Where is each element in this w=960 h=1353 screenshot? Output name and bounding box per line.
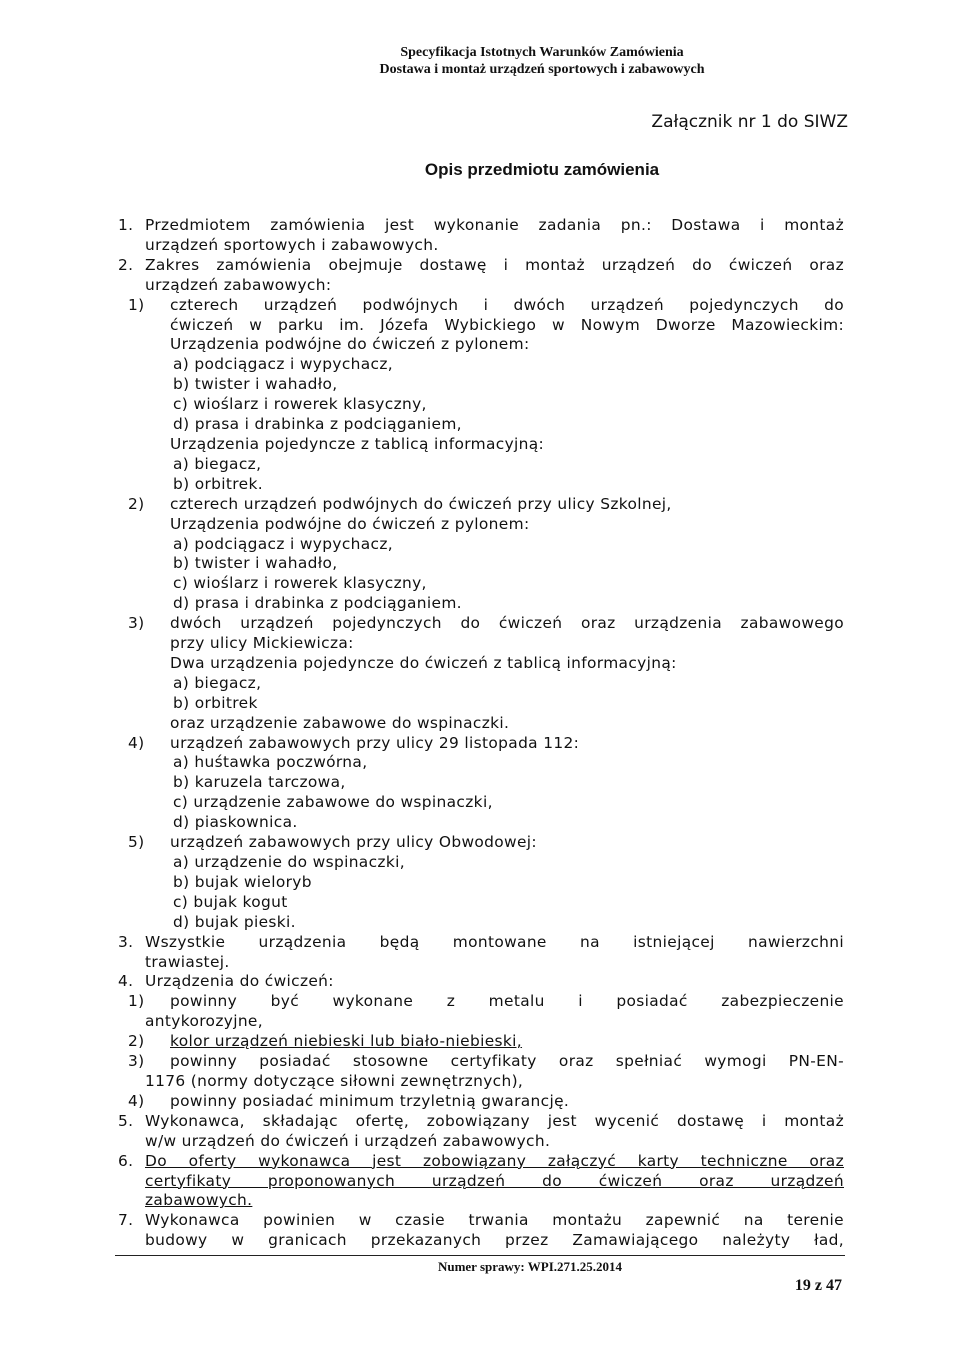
text-line xyxy=(118,535,844,555)
text-line xyxy=(118,435,844,455)
text-line xyxy=(118,734,844,754)
text-line xyxy=(118,236,844,256)
item-number: 4. xyxy=(118,972,134,991)
subitem-number: 4) xyxy=(128,1091,145,1110)
line-text: d) bujak pieski. xyxy=(173,912,296,931)
line-text: oraz urządzenie zabawowe do wspinaczki. xyxy=(170,713,510,732)
text-line xyxy=(118,1072,844,1092)
item-number: 2. xyxy=(118,255,134,274)
line-text: b) twister i wahadło, xyxy=(173,375,338,394)
document-header xyxy=(0,44,960,78)
line-text: Urządzenia pojedyncze z tablicą informacyjną: xyxy=(170,434,545,453)
text-line xyxy=(118,953,844,973)
line-text: c) wioślarz i rowerek klasyczny, xyxy=(173,574,427,593)
subitem-number: 3) xyxy=(128,614,145,633)
line-text: certyfikaty proponowanych urządzeń do ćwiczeń oraz urządzeń xyxy=(145,1171,844,1190)
text-line xyxy=(118,1052,844,1072)
line-text: d) prasa i drabinka z podciąganiem. xyxy=(173,594,462,613)
text-line xyxy=(118,375,844,395)
text-line xyxy=(118,1172,844,1192)
line-text: a) podciągacz i wypychacz, xyxy=(173,355,394,374)
line-text: b) bujak wieloryb xyxy=(173,872,312,891)
line-text: b) karuzela tarczowa, xyxy=(173,773,346,792)
line-text: a) biegacz, xyxy=(173,673,262,692)
page-number: 19 z 47 xyxy=(794,1277,842,1294)
line-text: c) wioślarz i rowerek klasyczny, xyxy=(173,395,427,414)
text-line xyxy=(118,1211,844,1231)
line-text: dwóch urządzeń pojedynczych do ćwiczeń oraz urządzenia zabawowego xyxy=(170,614,844,633)
text-line xyxy=(118,296,844,316)
text-line xyxy=(118,674,844,694)
header-line-1: Specyfikacja Istotnych Warunków Zamówienia xyxy=(400,45,684,60)
text-line xyxy=(118,1231,844,1251)
line-text: czterech urządzeń podwójnych do ćwiczeń przy ulicy Szkolnej, xyxy=(170,494,672,513)
case-number: Numer sprawy: WPI.271.25.2014 xyxy=(437,1259,623,1274)
attachment-label: Załącznik nr 1 do SIWZ xyxy=(651,112,848,132)
text-line xyxy=(118,654,844,674)
subitem-number: 2) xyxy=(128,494,145,513)
line-text: Urządzenia podwójne do ćwiczeń z pylonem: xyxy=(170,514,530,533)
text-line xyxy=(118,992,844,1012)
text-line xyxy=(118,1191,844,1211)
item-number: 1. xyxy=(118,216,134,234)
line-text: urządzeń sportowych i zabawowych. xyxy=(145,235,439,254)
text-line xyxy=(118,455,844,475)
subitem-number: 1) xyxy=(128,992,145,1011)
subitem-number: 2) xyxy=(128,1032,145,1051)
text-line xyxy=(118,913,844,933)
text-line xyxy=(118,893,844,913)
subitem-number: 3) xyxy=(128,1052,145,1071)
text-line xyxy=(118,1012,844,1032)
line-text: trawiastej. xyxy=(145,952,230,971)
item-number: 6. xyxy=(118,1151,134,1170)
text-line xyxy=(118,1092,844,1112)
text-line xyxy=(118,594,844,614)
line-text: Do oferty wykonawca jest zobowiązany załączyć karty techniczne oraz xyxy=(145,1151,844,1170)
line-text: ćwiczeń w parku im. Józefa Wybickiego w Nowym Dworze Mazowieckim: xyxy=(170,315,844,334)
line-text: powinny posiadać stosowne certyfikaty oraz spełniać wymogi PN-EN- xyxy=(170,1052,844,1071)
text-line xyxy=(118,634,844,654)
text-line xyxy=(118,793,844,813)
subitem-number: 4) xyxy=(128,733,145,752)
text-line xyxy=(118,1032,844,1052)
text-line xyxy=(118,714,844,734)
text-line xyxy=(118,873,844,893)
line-text: powinny posiadać minimum trzyletnią gwarancję. xyxy=(170,1091,570,1110)
footer-divider xyxy=(115,1255,845,1256)
text-line xyxy=(118,256,844,276)
text-line xyxy=(118,475,844,495)
line-text: a) urządzenie do wspinaczki, xyxy=(173,853,405,871)
text-line xyxy=(118,554,844,574)
document-body xyxy=(118,216,844,1251)
line-text: urządzeń zabawowych przy ulicy 29 listopada 112: xyxy=(170,733,580,752)
line-text: a) biegacz, xyxy=(173,454,262,473)
line-text: czterech urządzeń podwójnych i dwóch urządzeń pojedynczych do xyxy=(170,295,844,314)
text-line xyxy=(118,515,844,535)
line-text: Wykonawca powinien w czasie trwania montażu zapewnić na terenie xyxy=(145,1211,844,1230)
line-text: urządzeń zabawowych: xyxy=(145,275,332,294)
text-line xyxy=(118,1132,844,1152)
text-line xyxy=(118,415,844,435)
text-line xyxy=(118,753,844,773)
line-text: w/w urządzeń do ćwiczeń i urządzeń zabawowych. xyxy=(145,1131,551,1150)
line-text: Przedmiotem zamówienia jest wykonanie zadania pn.: Dostawa i montaż xyxy=(145,216,844,234)
line-text: antykorozyjne, xyxy=(145,1012,263,1031)
text-line xyxy=(118,853,844,873)
text-line xyxy=(118,813,844,833)
text-line xyxy=(118,1152,844,1172)
line-text: a) huśtawka poczwórna, xyxy=(173,753,368,772)
line-text: Urządzenia podwójne do ćwiczeń z pylonem: xyxy=(170,335,530,354)
item-number: 5. xyxy=(118,1111,134,1130)
text-line xyxy=(118,933,844,953)
line-text: c) urządzenie zabawowe do wspinaczki, xyxy=(173,793,493,812)
text-line xyxy=(118,335,844,355)
line-text: powinny być wykonane z metalu i posiadać zabezpieczenie xyxy=(170,992,844,1011)
text-line xyxy=(118,694,844,714)
line-text: d) piaskownica. xyxy=(173,813,298,832)
subitem-number: 5) xyxy=(128,833,145,852)
text-line xyxy=(118,495,844,515)
item-number: 7. xyxy=(118,1211,134,1230)
text-line xyxy=(118,1112,844,1132)
line-text: kolor urządzeń niebieski lub biało-niebieski, xyxy=(170,1032,523,1051)
line-text: 1176 (normy dotyczące siłowni zewnętrznych), xyxy=(145,1071,524,1090)
line-text: b) twister i wahadło, xyxy=(173,554,338,573)
text-line xyxy=(118,614,844,634)
line-text: budowy w granicach przekazanych przez Zamawiającego należyty ład, xyxy=(145,1231,844,1250)
subitem-number: 1) xyxy=(128,295,145,314)
text-line xyxy=(118,574,844,594)
text-line xyxy=(118,216,844,236)
line-text: d) prasa i drabinka z podciąganiem, xyxy=(173,415,462,434)
line-text: przy ulicy Mickiewicza: xyxy=(170,634,354,653)
line-text: Wszystkie urządzenia będą montowane na istniejącej nawierzchni xyxy=(145,932,844,951)
text-line xyxy=(118,972,844,992)
line-text: zabawowych. xyxy=(145,1191,253,1210)
line-text: b) orbitrek. xyxy=(173,474,263,493)
line-text: Urządzenia do ćwiczeń: xyxy=(145,972,334,991)
line-text: c) bujak kogut xyxy=(173,892,288,911)
text-line xyxy=(118,316,844,336)
line-text: b) orbitrek xyxy=(173,693,258,712)
text-line xyxy=(118,833,844,853)
text-line xyxy=(118,276,844,296)
text-line xyxy=(118,395,844,415)
line-text: Zakres zamówienia obejmuje dostawę i montaż urządzeń do ćwiczeń oraz xyxy=(145,255,844,274)
page-title: Opis przedmiotu zamówienia xyxy=(424,160,660,179)
line-text: Wykonawca, składając ofertę, zobowiązany jest wycenić dostawę i montaż xyxy=(145,1111,844,1130)
item-number: 3. xyxy=(118,932,134,951)
line-text: urządzeń zabawowych przy ulicy Obwodowej: xyxy=(170,833,537,852)
text-line xyxy=(118,773,844,793)
header-line-2: Dostawa i montaż urządzeń sportowych i zabawowych xyxy=(379,62,705,77)
line-text: a) podciągacz i wypychacz, xyxy=(173,534,394,553)
line-text: Dwa urządzenia pojedyncze do ćwiczeń z tablicą informacyjną: xyxy=(170,653,677,672)
text-line xyxy=(118,355,844,375)
